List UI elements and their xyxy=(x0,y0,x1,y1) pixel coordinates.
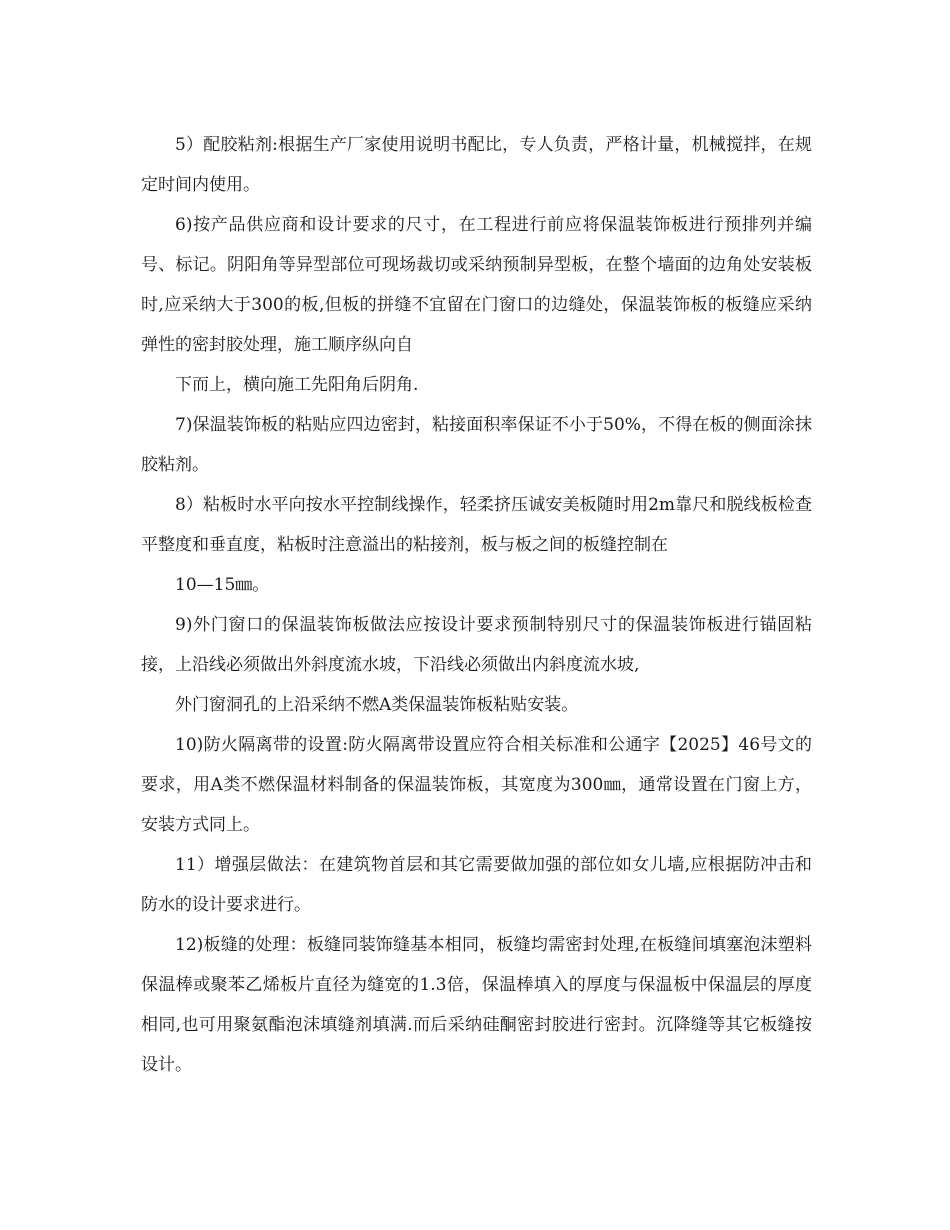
paragraph-item-6-continued: 下而上，横向施工先阳角后阴角. xyxy=(175,375,419,395)
paragraph-item-8-continued: 10—15㎜。 xyxy=(175,575,270,595)
paragraph-item-12: 12)板缝的处理：板缝同装饰缝基本相同，板缝均需密封处理,在板缝间填塞泡沫塑料保温棒或聚苯乙烯板片直径为缝宽的1.3倍，保温棒填入的厚度与保温板中保温层的厚度相同,也可用聚氨酯泡沫填缝剂填满.而后采纳硅酮密封胶进行密封。沉降缝等其它板缝按设计。 xyxy=(141,935,812,1075)
paragraph-item-6: 6)按产品供应商和设计要求的尺寸，在工程进行前应将保温装饰板进行预排列并编号、标记。阴阳角等异型部位可现场裁切或采纳预制异型板，在整个墙面的边角处安装板时,应采纳大于300的板,但板的拼缝不宜留在门窗口的边缝处，保温装饰板的板缝应采纳弹性的密封胶处理，施工顺序纵向自 xyxy=(141,215,812,355)
paragraph-item-7: 7)保温装饰板的粘贴应四边密封，粘接面积率保证不小于50%，不得在板的侧面涂抹胶粘剂。 xyxy=(141,415,812,475)
paragraph-item-9: 9)外门窗口的保温装饰板做法应按设计要求预制特别尺寸的保温装饰板进行锚固粘接，上沿线必须做出外斜度流水坡，下沿线必须做出内斜度流水坡, xyxy=(141,615,812,675)
paragraph-item-9-continued: 外门窗洞孔的上沿采纳不燃A类保温装饰板粘贴安装。 xyxy=(175,695,579,715)
paragraph-item-10: 10)防火隔离带的设置:防火隔离带设置应符合相关标准和公通字【2025】46号文的要求，用A类不燃保温材料制备的保温装饰板，其宽度为300㎜，通常设置在门窗上方，安装方式同上。 xyxy=(141,735,812,835)
paragraph-item-11: 11）增强层做法：在建筑物首层和其它需要做加强的部位如女儿墙,应根据防冲击和防水的设计要求进行。 xyxy=(141,855,812,915)
paragraph-item-5: 5）配胶粘剂:根据生产厂家使用说明书配比，专人负责，严格计量，机械搅拌，在规定时间内使用。 xyxy=(141,135,812,195)
paragraph-item-8: 8）粘板时水平向按水平控制线操作，轻柔挤压诚安美板随时用2m靠尺和脱线板检查平整度和垂直度，粘板时注意溢出的粘接剂，板与板之间的板缝控制在 xyxy=(141,495,812,555)
